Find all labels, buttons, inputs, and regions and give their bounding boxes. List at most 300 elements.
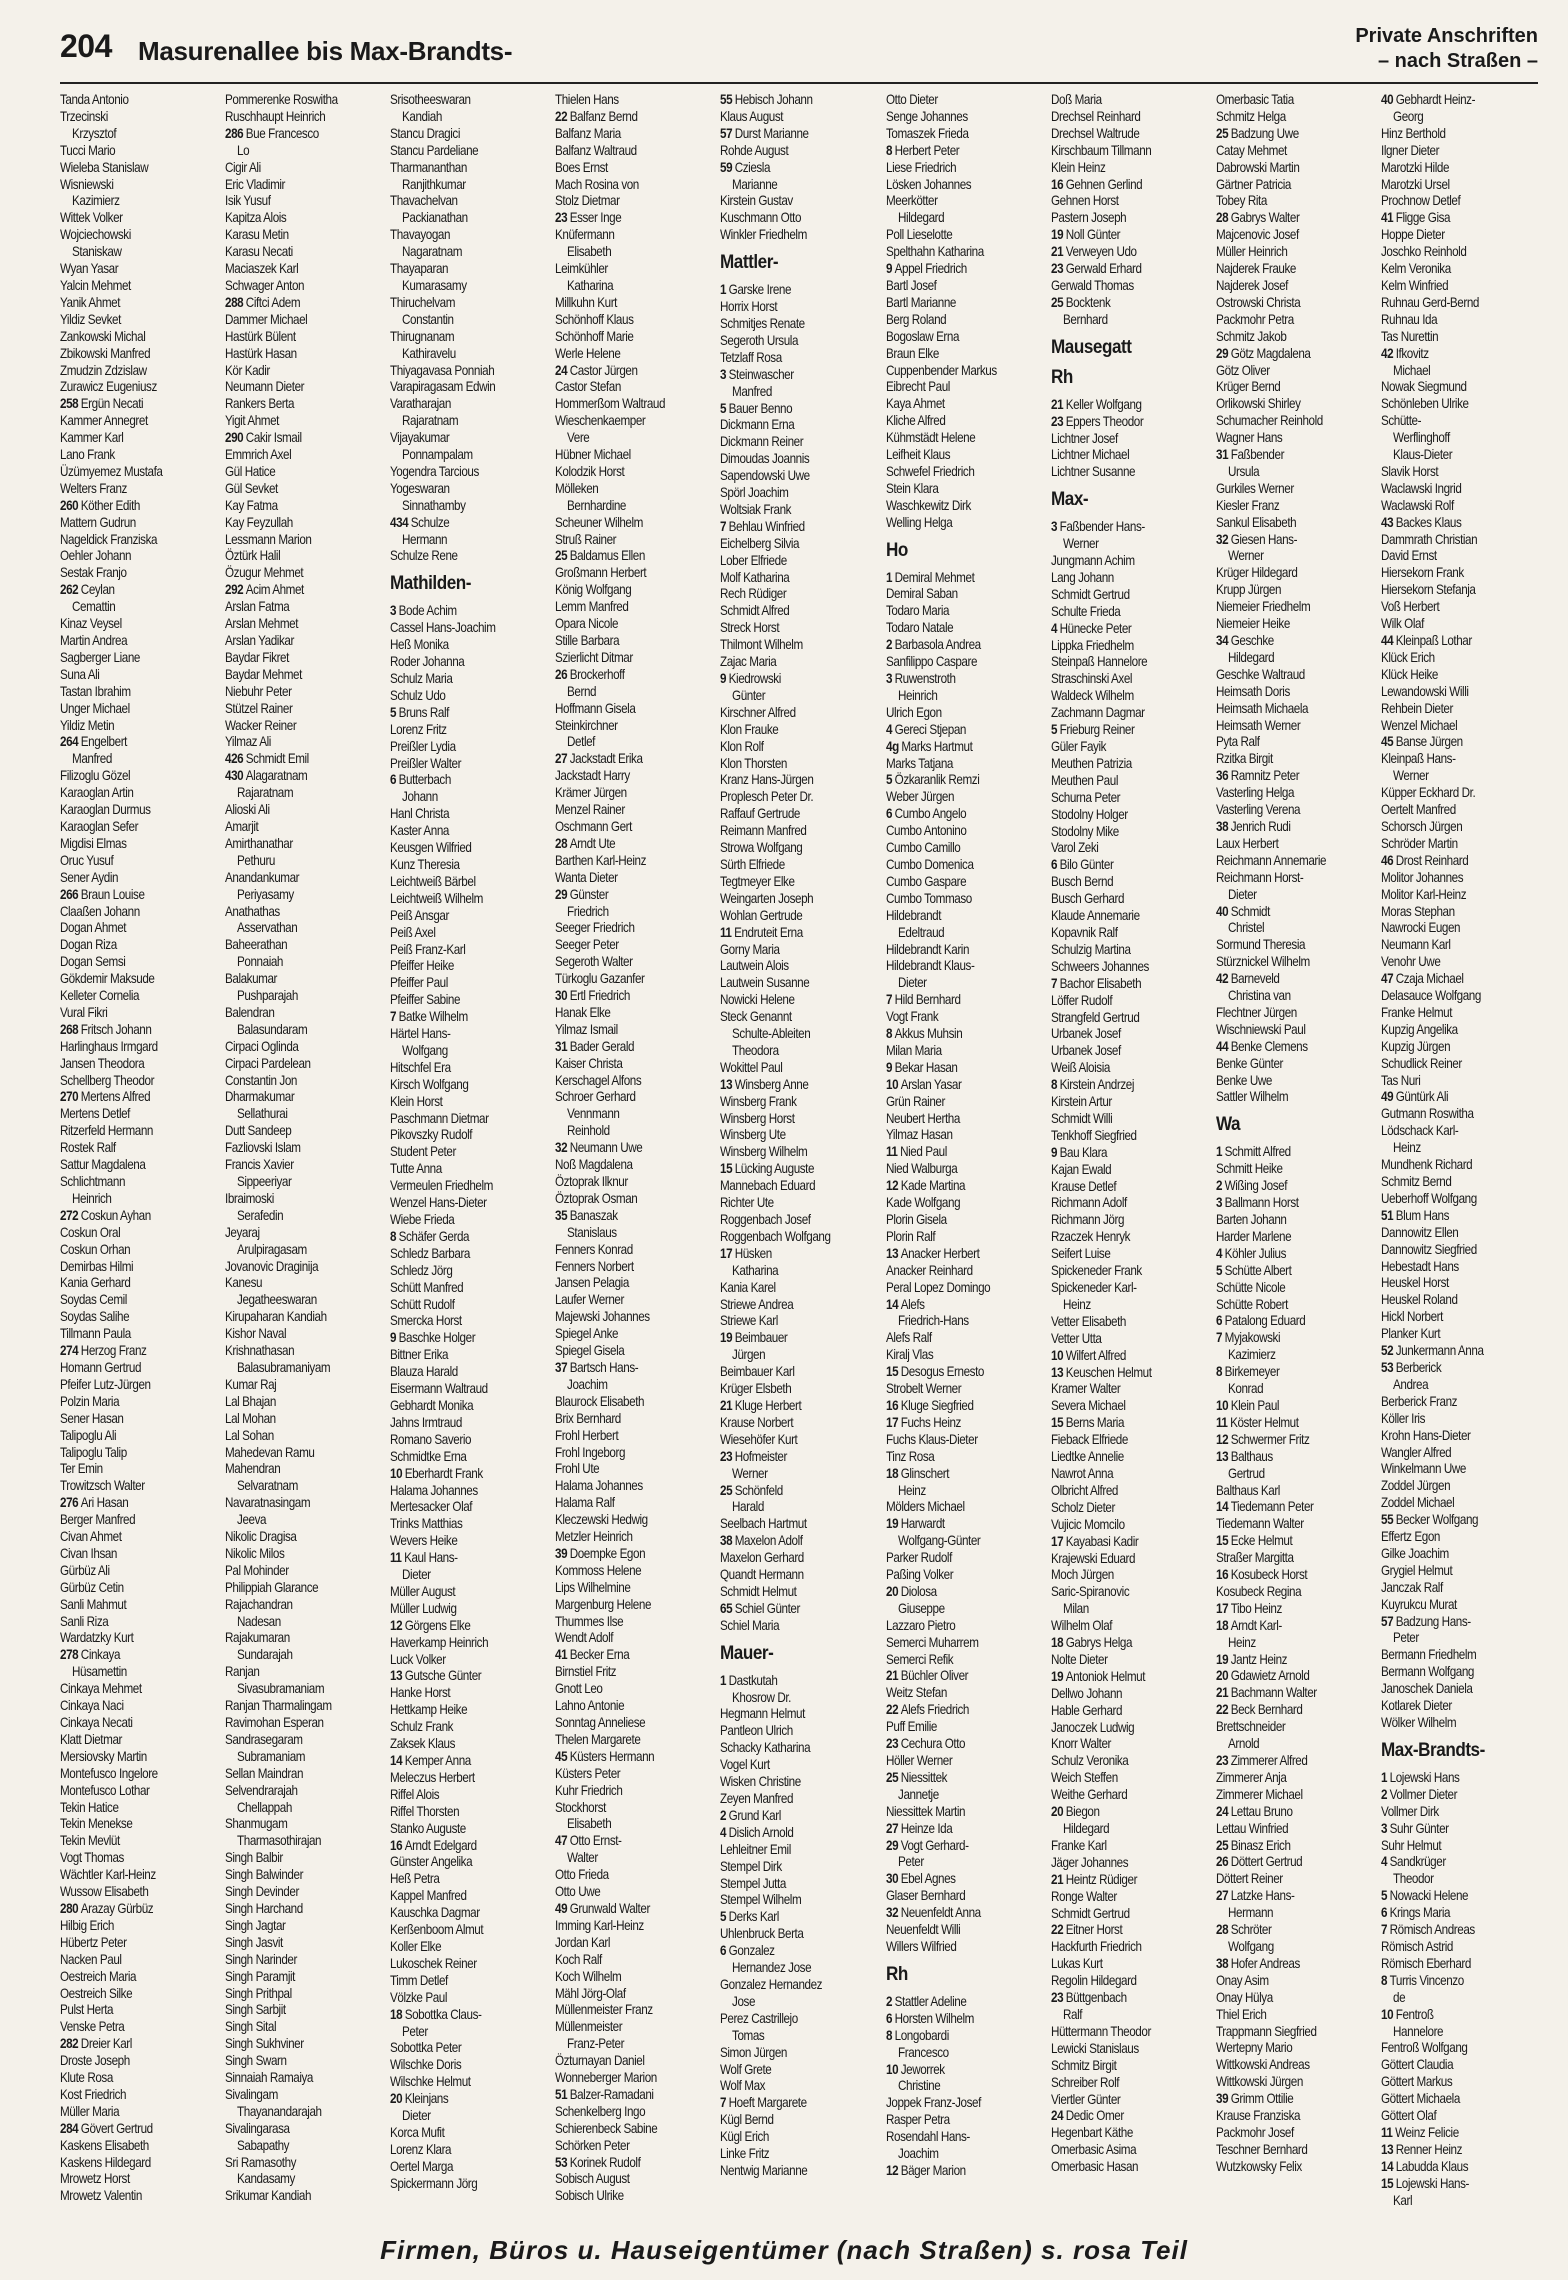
entry-continuation: Ponnampalam xyxy=(402,447,473,463)
house-number: 16 xyxy=(885,1397,898,1413)
resident-name: Vogt Gerhard- xyxy=(900,1837,969,1853)
directory-entry xyxy=(886,992,1021,1009)
directory-entry: Venohr Uwe xyxy=(1380,954,1441,970)
resident-name: Ciftci Adem xyxy=(245,294,301,310)
entry-continuation: Dieter xyxy=(1227,886,1257,902)
directory-entry: Noß Magdalena xyxy=(555,1157,633,1173)
house-number: 280 xyxy=(60,1900,79,1916)
entry-continuation: Jegatheeswaran xyxy=(237,1292,317,1308)
house-number: 260 xyxy=(60,497,79,513)
directory-entry: Klatt Dietmar xyxy=(60,1731,122,1747)
directory-entry: Balakumar xyxy=(225,971,278,987)
directory-entry: Dogan Riza xyxy=(60,937,117,953)
directory-entry: Szierlicht Ditmar xyxy=(555,649,634,665)
entry-continuation: Cemattin xyxy=(72,599,116,615)
directory-entry: Zbikowski Manfred xyxy=(60,345,151,361)
directory-entry xyxy=(720,519,855,536)
directory-entry: Wojciechowski xyxy=(60,227,131,243)
directory-entry: Oestreich Maria xyxy=(60,1968,137,1984)
directory-entry: Wagner Hans xyxy=(1215,430,1283,446)
directory-entry xyxy=(886,1415,1021,1432)
house-number: 25 xyxy=(555,548,568,564)
directory-entry xyxy=(555,988,690,1005)
directory-entry: Niebuhr Peter xyxy=(225,683,292,699)
resident-name: Baldamus Ellen xyxy=(570,548,646,564)
directory-entry: Kaskens Hildegard xyxy=(60,2154,151,2170)
house-number: 7 xyxy=(885,992,892,1008)
directory-entry: Kaya Ahmet xyxy=(885,396,945,412)
resident-name: Beck Bernhard xyxy=(1230,1702,1303,1718)
directory-entry: Kör Kadir xyxy=(225,362,270,378)
house-number: 40 xyxy=(1215,903,1228,919)
directory-entry xyxy=(1051,1348,1186,1365)
directory-entry: Suna Ali xyxy=(60,666,100,682)
directory-entry: Kaster Anna xyxy=(390,823,450,839)
directory-entry: Niemeier Friedhelm xyxy=(1215,599,1311,615)
directory-entry: Tobey Rita xyxy=(1215,193,1267,209)
house-number: 4 xyxy=(720,1824,727,1840)
entry-continuation: Francesco xyxy=(897,2044,949,2060)
resident-name: Nowacki Helene xyxy=(1389,1888,1468,1904)
directory-entry xyxy=(886,671,1021,688)
directory-entry: Yildiz Metin xyxy=(60,717,115,733)
directory-entry xyxy=(886,1838,1021,1855)
directory-entry: Hiersekorn Stefanja xyxy=(1380,582,1476,598)
entry-continuation: Sivasubramaniam xyxy=(237,1681,325,1697)
directory-entry xyxy=(390,772,525,789)
directory-entry: Kupzig Jürgen xyxy=(1380,1038,1451,1054)
entry-continuation: Theodora xyxy=(732,1042,780,1058)
directory-entry xyxy=(555,667,690,684)
house-number: 5 xyxy=(720,400,727,416)
directory-entry: Sattler Wilhelm xyxy=(1215,1089,1288,1105)
street-heading: Wa xyxy=(1215,1114,1240,1136)
directory-entry: Kapitza Alois xyxy=(225,210,287,226)
directory-entry: Tutte Anna xyxy=(390,1161,443,1177)
directory-entry: Hilbig Erich xyxy=(60,1917,114,1933)
resident-name: Cakir Ismail xyxy=(245,430,302,446)
directory-entry: Scholz Dieter xyxy=(1050,1499,1115,1515)
house-number: 10 xyxy=(1050,1347,1063,1363)
house-number: 13 xyxy=(390,1668,403,1684)
directory-entry: Dellwo Johann xyxy=(1050,1685,1122,1701)
directory-entry: Talipoglu Talip xyxy=(60,1444,127,1460)
directory-entry: Meuthen Patrizia xyxy=(1050,755,1132,771)
directory-entry xyxy=(1216,1567,1351,1584)
entry-continuation: Schulte-Ableiten xyxy=(732,1026,811,1042)
resident-name: Ifkovitz xyxy=(1395,345,1429,361)
resident-name: Bau Klara xyxy=(1059,1144,1107,1160)
directory-entry xyxy=(60,1022,195,1039)
directory-entry: Winkler Friedhelm xyxy=(720,227,808,243)
directory-entry xyxy=(225,751,360,768)
directory-entry: Günster Angelika xyxy=(390,1854,473,1870)
directory-entry: Stolz Dietmar xyxy=(555,193,620,209)
directory-entry: Öztoprak Osman xyxy=(555,1190,638,1206)
directory-entry: Küsters Peter xyxy=(555,1765,621,1781)
directory-entry: Plorin Ralf xyxy=(885,1228,935,1244)
directory-entry: Filizoglu Gözel xyxy=(60,768,131,784)
directory-entry: Schellberg Theodor xyxy=(60,1072,155,1088)
directory-entry: Neuenfeldt Willi xyxy=(885,1922,960,1938)
directory-entry: Weingarten Joseph xyxy=(720,890,814,906)
directory-entry xyxy=(555,109,690,126)
directory-entry: Venske Petra xyxy=(60,2019,125,2035)
directory-entry xyxy=(555,548,690,565)
directory-entry: Vollmer Dirk xyxy=(1380,1803,1439,1819)
directory-entry: Gnott Leo xyxy=(555,1681,603,1697)
directory-entry: Klein Heinz xyxy=(1050,159,1106,175)
directory-entry: Karaoglan Artin xyxy=(60,785,134,801)
resident-name: Fuchs Heinz xyxy=(900,1414,961,1430)
directory-entry: Spickeneder Frank xyxy=(1050,1263,1142,1279)
house-number: 3 xyxy=(885,671,892,686)
directory-entry: Mach Rosina von xyxy=(555,176,640,192)
entry-continuation: Peter xyxy=(402,2023,429,2039)
house-number: 284 xyxy=(60,2120,79,2136)
directory-entry: Hebestadt Hans xyxy=(1380,1258,1459,1274)
directory-entry xyxy=(60,1495,195,1512)
directory-entry: Schumacher Reinhold xyxy=(1215,413,1323,429)
directory-entry: Wilhelm Olaf xyxy=(1050,1618,1112,1634)
house-number: 268 xyxy=(60,1021,79,1037)
resident-name: Schönfeld xyxy=(735,1482,784,1498)
directory-entry: Wutzkowsky Felix xyxy=(1215,2158,1302,2174)
resident-name: Lücking Auguste xyxy=(735,1161,815,1177)
directory-entry: Karasu Necati xyxy=(225,244,293,260)
directory-entry: Yilmaz Hasan xyxy=(885,1127,953,1143)
resident-name: Anacker Herbert xyxy=(900,1245,979,1261)
house-number: 14 xyxy=(1380,2158,1394,2174)
directory-entry: Müller Maria xyxy=(60,2103,120,2119)
directory-entry xyxy=(1051,857,1186,874)
directory-entry: Neumann Karl xyxy=(1380,937,1451,953)
directory-entry xyxy=(1216,1668,1351,1685)
entry-continuation: de xyxy=(1392,1989,1406,2005)
directory-entry: Jansen Pelagia xyxy=(555,1275,630,1291)
directory-entry: Scheuner Wilhelm xyxy=(555,514,644,530)
directory-entry: Heimsath Doris xyxy=(1215,683,1290,699)
directory-entry xyxy=(1216,1804,1351,1821)
directory-entry: Viertler Günter xyxy=(1050,2091,1121,2107)
directory-entry: Yildiz Sevket xyxy=(60,311,121,327)
directory-entry: Weiß Aloisia xyxy=(1050,1060,1110,1076)
house-number: 23 xyxy=(1050,261,1063,277)
resident-name: Weinz Felicie xyxy=(1394,2124,1459,2140)
entry-continuation: Harald xyxy=(732,1499,765,1515)
directory-entry xyxy=(555,836,690,853)
directory-entry xyxy=(720,92,855,109)
directory-entry: Gül Sevket xyxy=(225,480,278,496)
directory-entry: Nied Walburga xyxy=(885,1161,957,1177)
directory-entry: Cassel Hans-Joachim xyxy=(390,620,496,636)
directory-entry xyxy=(886,1144,1021,1161)
directory-entry: Urbanek Josef xyxy=(1050,1026,1121,1042)
directory-entry: Stodolny Holger xyxy=(1050,806,1128,822)
resident-name: Büchler Oliver xyxy=(900,1668,968,1684)
house-number: 7 xyxy=(390,1009,397,1025)
directory-entry xyxy=(1216,1039,1351,1056)
directory-entry: Ruhnau Gerd-Bernd xyxy=(1380,294,1479,310)
directory-entry: Schwefel Friedrich xyxy=(885,463,974,479)
house-number: 46 xyxy=(1380,852,1394,868)
directory-entry: Müller August xyxy=(390,1583,456,1599)
house-number: 5 xyxy=(720,1909,727,1925)
entry-continuation: Kathiravelu xyxy=(402,345,457,361)
entry-continuation: Franz-Peter xyxy=(567,2036,625,2052)
directory-entry: Reichmann Annemarie xyxy=(1215,852,1326,868)
resident-name: Alagaratnam xyxy=(245,768,308,784)
directory-entry: Spelthahn Katharina xyxy=(885,244,984,260)
directory-entry: Meerkötter xyxy=(885,193,938,209)
house-number: 2 xyxy=(885,1993,892,2009)
directory-entry: Haverkamp Heinrich xyxy=(390,1634,489,1650)
directory-entry: Pommerenke Roswitha xyxy=(225,92,338,107)
directory-entry: Student Peter xyxy=(390,1144,457,1160)
directory-entry: Kommoss Helene xyxy=(555,1562,642,1578)
resident-name: Kluge Siegfried xyxy=(900,1397,974,1413)
resident-name: Demiral Mehmet xyxy=(894,569,974,585)
page-range-title: Masurenallee bis Max-Brandts- xyxy=(138,36,513,66)
directory-entry: Menzel Rainer xyxy=(555,802,626,818)
directory-entry xyxy=(555,1546,690,1563)
resident-name: Keuschen Helmut xyxy=(1065,1364,1152,1380)
house-number: 6 xyxy=(720,1943,727,1959)
entry-continuation: Wolfgang xyxy=(402,1042,448,1058)
house-number: 24 xyxy=(555,362,568,378)
directory-entry: Zoddel Jürgen xyxy=(1380,1478,1451,1494)
directory-entry: Wangler Alfred xyxy=(1380,1444,1452,1460)
resident-name: Cumbo Angelo xyxy=(894,806,966,822)
directory-entry: Lazzaro Pietro xyxy=(885,1617,955,1633)
directory-entry: Singh Sarbjit xyxy=(225,2002,286,2018)
entry-continuation: Hermann xyxy=(1227,1905,1273,1921)
entry-continuation: Nadesan xyxy=(237,1613,281,1629)
directory-entry: Berger Manfred xyxy=(60,1512,136,1528)
directory-entry: Singh Jasvit xyxy=(225,1934,283,1950)
entry-continuation: Heinz xyxy=(1062,1296,1091,1312)
resident-name: Doempke Egon xyxy=(570,1545,646,1561)
directory-entry: Kügl Erich xyxy=(720,2129,770,2145)
directory-entry: Singh Jagtar xyxy=(225,1917,286,1933)
house-number: 32 xyxy=(1215,531,1228,547)
directory-entry: Pulst Herta xyxy=(60,2002,114,2018)
directory-entry: Karaoglan Durmus xyxy=(60,802,151,818)
house-number: 278 xyxy=(60,1647,79,1663)
street-heading: Mattler- xyxy=(720,252,779,274)
directory-entry xyxy=(60,2121,195,2138)
directory-entry: Kumar Raj xyxy=(225,1376,277,1392)
directory-entry: Thummes Ilse xyxy=(555,1613,624,1629)
directory-entry: Thilmont Wilhelm xyxy=(720,637,804,653)
directory-entry: Koch Wilhelm xyxy=(555,1968,622,1984)
directory-entry: Stürznickel Wilhelm xyxy=(1215,954,1310,970)
entry-continuation: Friedrich-Hans xyxy=(897,1313,969,1329)
house-number: 59 xyxy=(720,159,733,175)
column-7 xyxy=(1051,92,1208,2222)
directory-entry xyxy=(886,1871,1021,1888)
directory-entry: Müller Ludwig xyxy=(390,1600,457,1616)
directory-entry: Balfanz Waltraud xyxy=(555,142,638,158)
house-number: 11 xyxy=(885,1144,898,1160)
resident-name: Schiel Günter xyxy=(735,1600,801,1616)
directory-entry: Stempel Dirk xyxy=(720,1858,783,1874)
resident-name: Derks Karl xyxy=(729,1909,780,1925)
directory-entry xyxy=(720,1077,855,1094)
directory-entry xyxy=(886,1821,1021,1838)
directory-entry xyxy=(60,887,195,904)
directory-entry: Spickermann Jörg xyxy=(390,2175,478,2191)
directory-entry: Thiyagavasa Ponniah xyxy=(390,362,495,378)
directory-entry: Arslan Fatma xyxy=(225,599,290,615)
resident-name: Antoniok Helmut xyxy=(1065,1668,1145,1684)
directory-entry: Jahns Irmtraud xyxy=(390,1414,463,1430)
resident-name: Neuenfeldt Anna xyxy=(900,1905,981,1921)
directory-entry: Güler Fayik xyxy=(1050,739,1106,754)
directory-entry: Barten Johann xyxy=(1215,1212,1287,1227)
directory-entry: Strangfeld Gertrud xyxy=(1050,1009,1140,1025)
directory-entry: Fenners Norbert xyxy=(555,1258,635,1274)
directory-entry: Meuthen Paul xyxy=(1050,772,1118,788)
directory-entry: Najderek Josef xyxy=(1215,277,1288,293)
directory-entry: Gurkiles Werner xyxy=(1215,480,1294,496)
resident-name: Gonzalez xyxy=(729,1943,776,1959)
house-number: 18 xyxy=(1215,1617,1228,1633)
directory-entry: Berberick Franz xyxy=(1380,1393,1457,1409)
resident-name: Korinek Rudolf xyxy=(570,2154,641,2170)
entry-continuation: Staniskaw xyxy=(72,244,122,260)
directory-entry: Zimmerer Anja xyxy=(1215,1769,1287,1785)
directory-entry: Wyan Yasar xyxy=(60,261,119,277)
directory-entry: Schütte Robert xyxy=(1215,1296,1288,1312)
resident-name: Castor Jürgen xyxy=(570,362,638,378)
entry-continuation: Periyasamy xyxy=(237,886,294,902)
directory-entry: Drechsel Waltrude xyxy=(1050,125,1140,141)
directory-entry: Kirschbaum Tillmann xyxy=(1050,142,1151,158)
directory-entry: Krause Franziska xyxy=(1215,2108,1300,2124)
house-number: 7 xyxy=(1380,1922,1387,1938)
entry-continuation: Katharina xyxy=(732,1262,779,1278)
house-number: 10 xyxy=(885,2061,898,2077)
directory-entry xyxy=(1216,1178,1351,1195)
house-number: 13 xyxy=(720,1076,733,1092)
directory-entry: Lautwein Alois xyxy=(720,958,790,974)
directory-entry: Ueberhoff Wolfgang xyxy=(1380,1190,1477,1206)
house-number: 4 xyxy=(1380,1854,1387,1870)
directory-entry: Arslan Yadikar xyxy=(225,633,295,648)
directory-entry: Karaoglan Sefer xyxy=(60,818,139,834)
directory-entry: Ranjan Tharmalingam xyxy=(225,1698,332,1714)
directory-entry xyxy=(1216,1838,1351,1855)
directory-entry xyxy=(1216,1364,1351,1381)
directory-entry: Striewe Karl xyxy=(720,1313,779,1329)
section-title-line1: Private Anschriften xyxy=(1355,25,1538,47)
directory-entry: Semerci Muharrem xyxy=(885,1634,979,1650)
directory-entry xyxy=(1216,1398,1351,1415)
directory-entry: Yogeswaran xyxy=(390,480,450,496)
house-number: 51 xyxy=(1380,1207,1394,1223)
directory-entry xyxy=(390,1753,525,1770)
entry-continuation: Jose xyxy=(732,1993,756,2009)
directory-entry: Cirpaci Pardelean xyxy=(225,1055,311,1071)
directory-entry: Cuppenbender Markus xyxy=(885,362,997,378)
directory-entry: Fazliovski Islam xyxy=(225,1140,301,1156)
directory-entry: Jäger Johannes xyxy=(1050,1854,1128,1870)
directory-entry: Leifheit Klaus xyxy=(885,447,950,463)
directory-entry: Willers Wilfried xyxy=(885,1938,956,1954)
directory-entry: Majewski Johannes xyxy=(555,1309,651,1325)
resident-name: Herbert Peter xyxy=(894,142,959,158)
house-number: 20 xyxy=(885,1583,898,1599)
directory-entry: Brix Bernhard xyxy=(555,1410,622,1426)
house-number: 44 xyxy=(1380,633,1394,648)
directory-entry: Harder Marlene xyxy=(1215,1228,1291,1244)
directory-entry: Stancu Dragici xyxy=(390,125,461,141)
directory-entry: Pastern Joseph xyxy=(1050,210,1126,226)
resident-name: Cechura Otto xyxy=(900,1736,965,1752)
house-number: 3 xyxy=(1050,519,1057,535)
directory-entry: Jackstadt Harry xyxy=(555,768,631,784)
directory-entry xyxy=(886,806,1021,823)
directory-entry: Wardatzky Kurt xyxy=(60,1630,134,1646)
directory-entry: Hackfurth Friedrich xyxy=(1050,1939,1142,1955)
house-number: 23 xyxy=(720,1448,733,1464)
directory-entry xyxy=(390,2007,525,2024)
directory-entry xyxy=(886,1994,1021,2011)
directory-entry: Constantin Jon xyxy=(225,1072,298,1088)
resident-name: Horsten Wilhelm xyxy=(894,2010,974,2026)
directory-entry xyxy=(1381,1973,1516,1990)
directory-entry: Doß Maria xyxy=(1050,92,1102,107)
directory-entry: Varatharajan xyxy=(390,396,452,412)
entry-continuation: Lo xyxy=(237,142,250,158)
house-number: 28 xyxy=(1215,1922,1228,1938)
directory-entry: Heuskel Roland xyxy=(1380,1292,1458,1308)
entry-continuation: Christine xyxy=(897,2078,940,2094)
house-number: 29 xyxy=(1215,345,1228,361)
directory-entry: Riffel Alois xyxy=(390,1786,440,1802)
directory-entry: Schenkelberg Ingo xyxy=(555,2103,646,2119)
directory-entry: Schütt Rudolf xyxy=(390,1296,455,1312)
directory-entry xyxy=(555,2155,690,2172)
directory-entry: Krause Norbert xyxy=(720,1414,794,1430)
resident-name: Bauer Benno xyxy=(729,400,793,416)
directory-entry xyxy=(720,1909,855,1926)
directory-entry xyxy=(1381,971,1516,988)
house-number: 21 xyxy=(1050,1871,1063,1887)
directory-entry: Wischniewski Paul xyxy=(1215,1021,1306,1037)
directory-entry: Schmitz Birgit xyxy=(1050,2057,1117,2073)
directory-entry: Omerbasic Asima xyxy=(1050,2142,1136,2158)
directory-entry: Hastürk Hasan xyxy=(225,345,297,361)
resident-name: Arndt Edelgard xyxy=(404,1837,477,1853)
entry-continuation: Chellappah xyxy=(237,1799,293,1815)
directory-entry: Kost Friedrich xyxy=(60,2086,127,2102)
directory-entry: Nikolic Dragisa xyxy=(225,1529,297,1545)
directory-entry xyxy=(720,671,855,688)
entry-continuation: Heinz xyxy=(897,1482,926,1498)
directory-entry: Reimann Manfred xyxy=(720,823,807,839)
directory-entry: Krajewski Eduard xyxy=(1050,1550,1135,1566)
directory-entry xyxy=(555,887,690,904)
directory-entry: Anathathas xyxy=(225,903,280,919)
directory-entry: Singh Prithpal xyxy=(225,1985,292,2001)
directory-entry: Yanik Ahmet xyxy=(60,294,121,310)
entry-continuation: Werner xyxy=(1227,548,1264,564)
directory-entry: Braun Elke xyxy=(885,345,939,361)
directory-entry: Kühmstädt Helene xyxy=(885,430,975,446)
house-number: 21 xyxy=(885,1668,898,1684)
